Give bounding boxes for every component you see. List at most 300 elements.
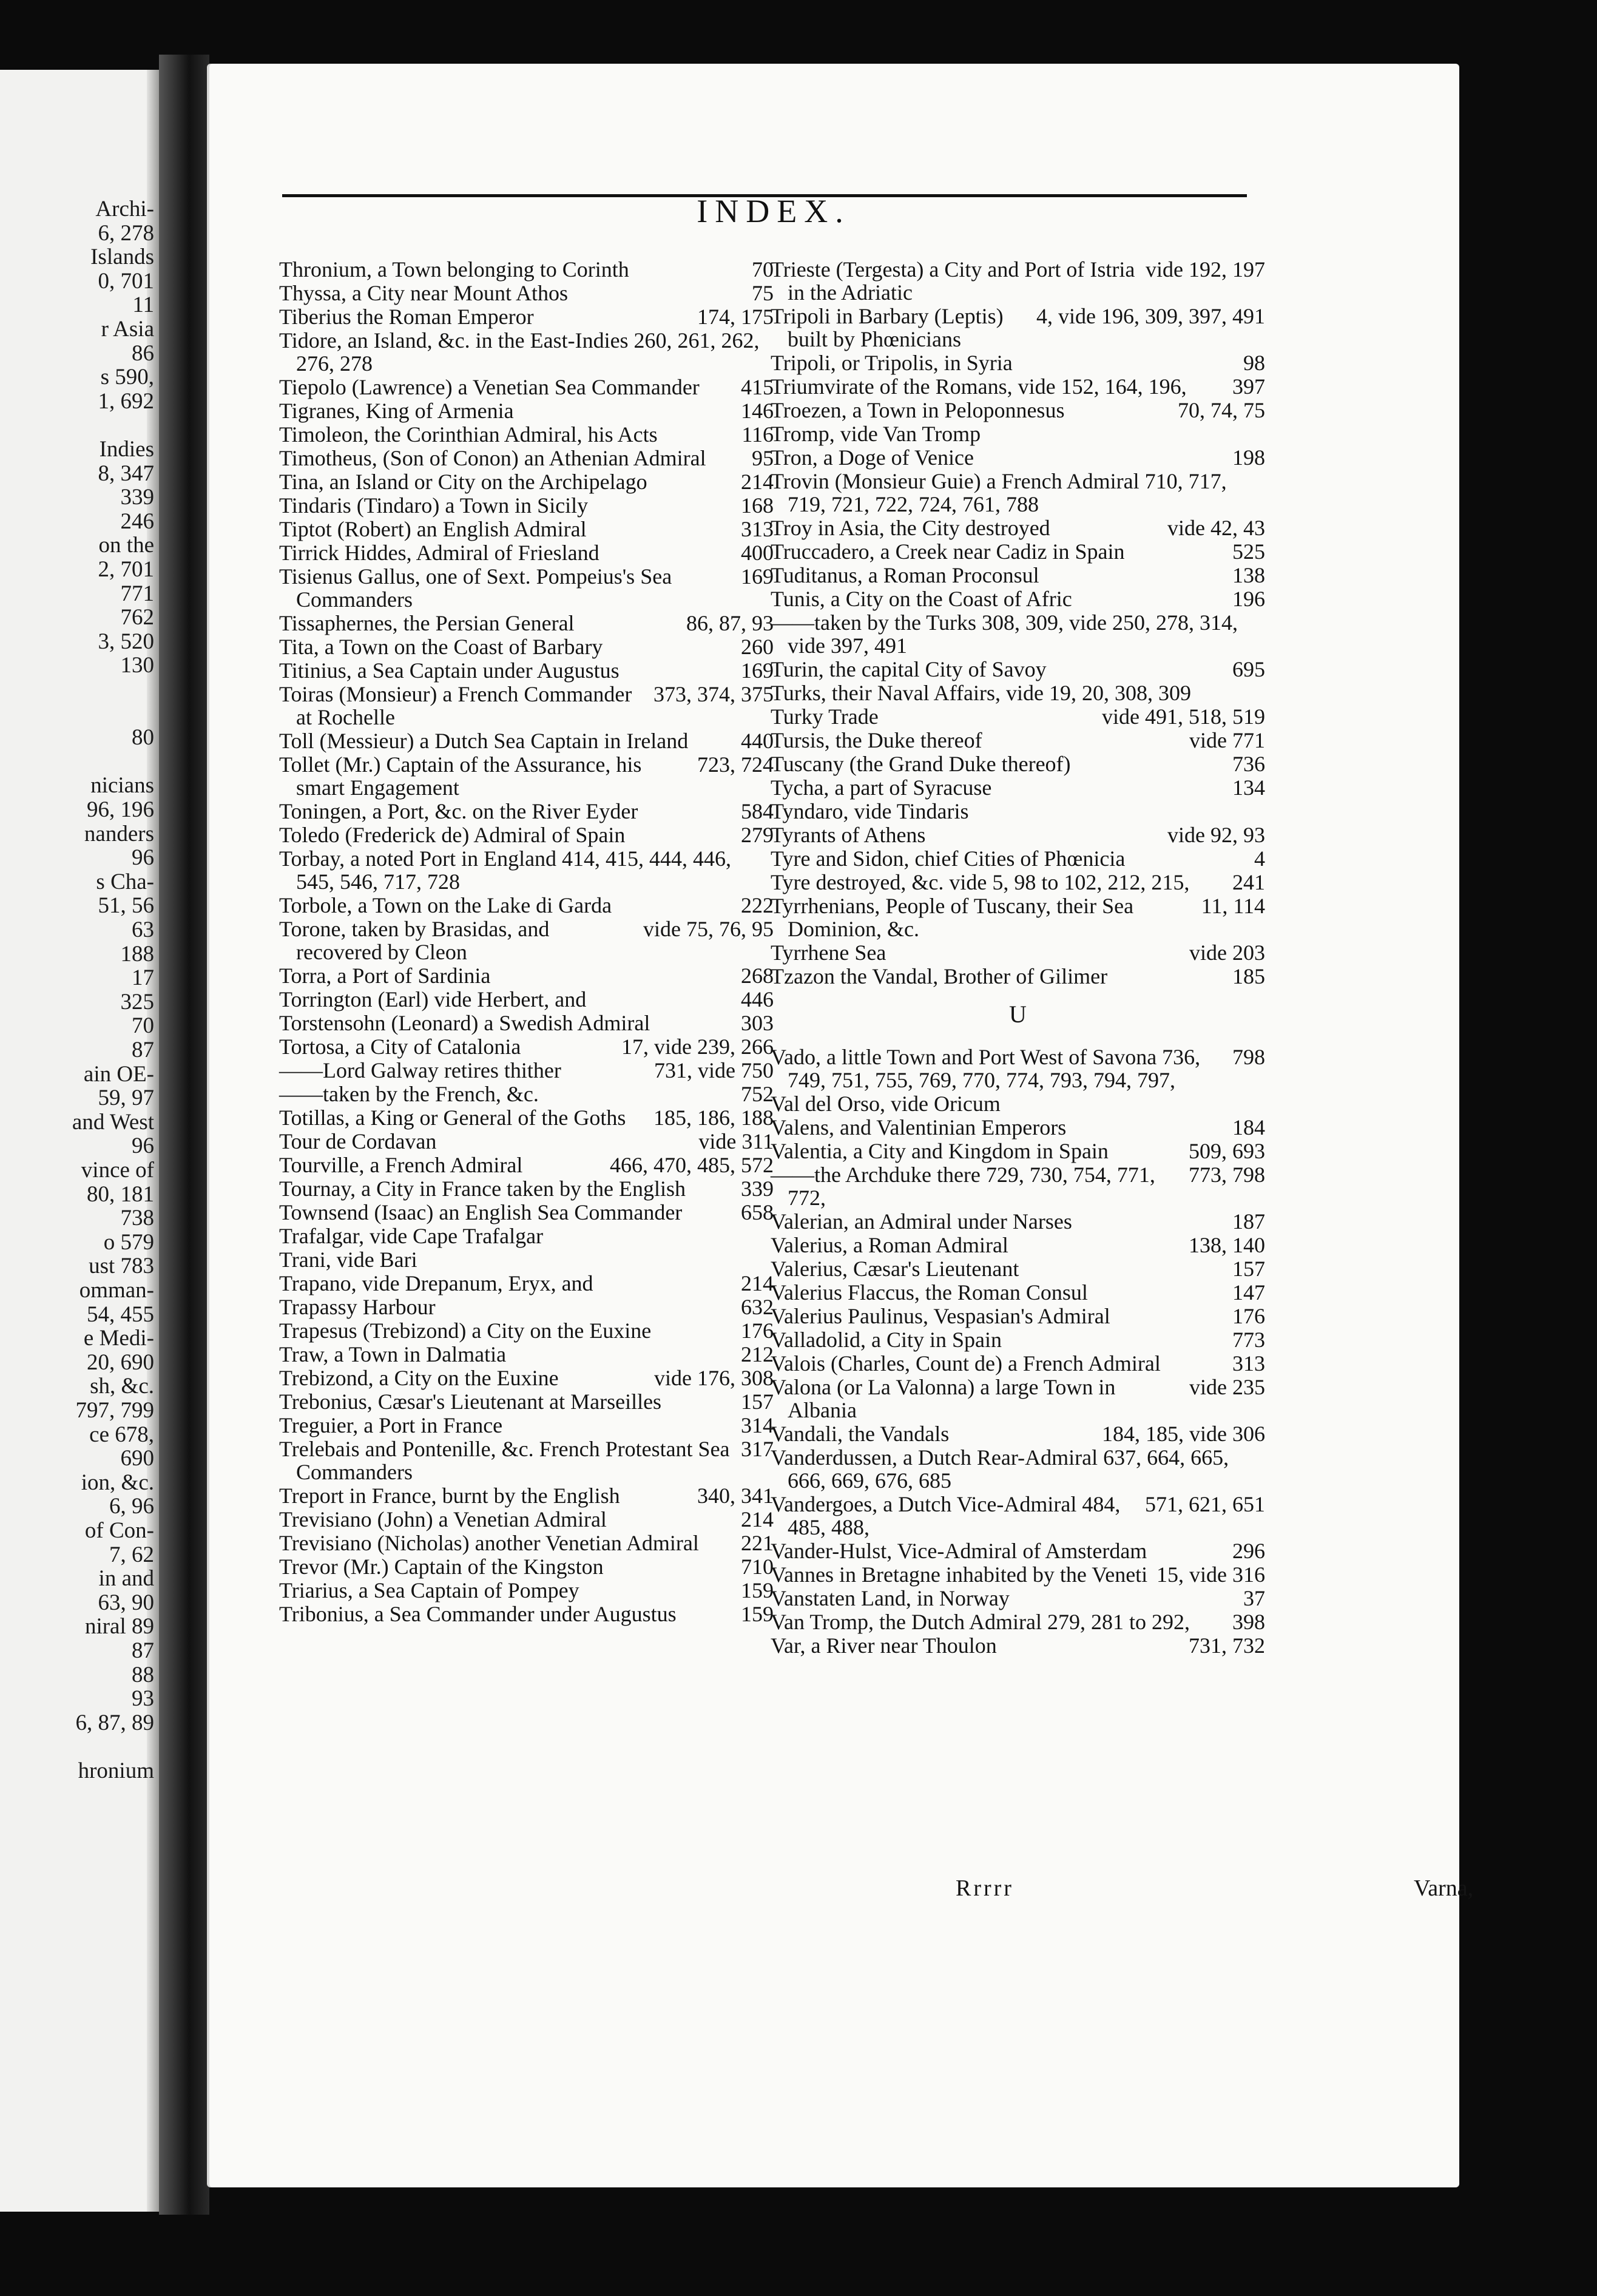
entry-text: Toningen, a Port, &c. on the River Eyder — [279, 799, 638, 823]
index-entry — [771, 1328, 1265, 1351]
left-page-line: 70 — [132, 1013, 154, 1039]
index-entry — [771, 965, 1265, 988]
left-page-line: 59, 97 — [98, 1086, 154, 1111]
index-entry — [279, 518, 774, 541]
index-entry — [279, 1579, 774, 1602]
section-letter: U — [1009, 1001, 1027, 1028]
page-reference: vide 176, 308 — [654, 1366, 774, 1390]
index-entry — [279, 635, 774, 658]
left-page-line: 17 — [132, 965, 154, 991]
left-page-line: 96 — [132, 1133, 154, 1159]
page-reference: 736 — [1232, 752, 1265, 776]
entry-text: Trani, vide Bari — [279, 1248, 417, 1272]
entry-text: Valens, and Valentinian Emperors — [771, 1115, 1067, 1140]
page-reference: 157 — [741, 1389, 774, 1414]
page-reference: vide 42, 43 — [1167, 516, 1265, 540]
left-page-line: 3, 520 — [98, 629, 154, 654]
index-entry — [771, 470, 1265, 516]
entry-text: Trebizond, a City on the Euxine — [279, 1366, 559, 1390]
entry-text: Toll (Messieur) a Dutch Sea Captain in Ireland — [279, 729, 689, 753]
index-entry — [279, 1153, 774, 1177]
page-reference: 260 — [741, 635, 774, 659]
page-reference: 241 — [1232, 870, 1265, 894]
page-reference: 4 — [1254, 846, 1265, 871]
index-entry — [279, 470, 774, 493]
entry-text: Tursis, the Duke thereof — [771, 728, 982, 752]
left-page-line: 6, 96 — [109, 1494, 154, 1519]
entry-text: Tour de Cordavan — [279, 1129, 437, 1153]
page-reference: 731, 732 — [1189, 1633, 1265, 1658]
index-entry — [771, 375, 1265, 398]
entry-text: Vandergoes, a Dutch Vice-Admiral 484, 485, 488, — [771, 1492, 1121, 1539]
left-page-line: s 590, — [100, 365, 154, 390]
page-reference: 184, 185, vide 306 — [1102, 1422, 1265, 1446]
index-entry — [279, 800, 774, 823]
page-reference: 95 — [752, 446, 774, 470]
entry-text: Tortosa, a City of Catalonia — [279, 1035, 521, 1059]
index-entry — [771, 681, 1265, 704]
entry-text: Vander-Hulst, Vice-Admiral of Amsterdam — [771, 1539, 1147, 1563]
page-reference: 303 — [741, 1011, 774, 1035]
page-reference: 138, 140 — [1189, 1233, 1265, 1257]
index-entry — [279, 1224, 774, 1248]
entry-text: Trevisiano (Nicholas) another Venetian Admiral — [279, 1531, 699, 1555]
entry-text: Tripoli, or Tripolis, in Syria — [771, 351, 1013, 375]
entry-text: Triarius, a Sea Captain of Pompey — [279, 1578, 579, 1602]
page-reference: 146 — [741, 399, 774, 423]
index-entry — [279, 729, 774, 752]
entry-text: Turin, the capital City of Savoy — [771, 657, 1047, 681]
entry-text: Tycha, a part of Syracuse — [771, 775, 992, 800]
page-reference: 185 — [1232, 964, 1265, 988]
entry-text: Torbay, a noted Port in England 414, 415, 444, 446, 545, 546, 717, 728 — [279, 846, 732, 894]
entry-text: Trevor (Mr.) Captain of the Kingston — [279, 1555, 604, 1579]
page-reference: vide 75, 76, 95 — [643, 917, 774, 941]
index-entry — [771, 1163, 1265, 1209]
page-reference: 11, 114 — [1201, 894, 1265, 918]
page-reference: 185, 186, 188 — [653, 1106, 774, 1130]
left-page-line: sh, &c. — [90, 1374, 154, 1399]
entry-text: Valerius, a Roman Admiral — [771, 1233, 1008, 1257]
entry-text: Thyssa, a City near Mount Athos — [279, 281, 568, 305]
page-reference: 658 — [741, 1200, 774, 1224]
index-entry — [771, 1563, 1265, 1586]
left-page-line: ce 678, — [89, 1422, 154, 1447]
index-entry — [279, 1082, 774, 1106]
entry-text: Tigranes, King of Armenia — [279, 399, 514, 423]
entry-text: Tourville, a French Admiral — [279, 1153, 523, 1177]
index-entry — [279, 376, 774, 399]
page-reference: 4, vide 196, 309, 397, 491 — [1036, 304, 1265, 328]
entry-text: Turks, their Naval Affairs, vide 19, 20, 308, 309 — [771, 681, 1191, 705]
index-entry — [771, 1140, 1265, 1163]
left-page-line: 80 — [132, 725, 154, 751]
page-reference: 196 — [1232, 587, 1265, 611]
entry-text: Tyrrhene Sea — [771, 940, 886, 965]
left-page-line: 325 — [120, 989, 154, 1015]
entry-text: Troy in Asia, the City destroyed — [771, 516, 1050, 540]
entry-text: Valerius, Cæsar's Lieutenant — [771, 1257, 1019, 1281]
index-entry — [279, 894, 774, 917]
page-reference: 313 — [1232, 1351, 1265, 1376]
index-entry — [771, 351, 1265, 374]
index-entry — [771, 1234, 1265, 1257]
index-entry — [771, 1116, 1265, 1139]
index-entry — [279, 329, 774, 375]
left-page-line: vince of — [81, 1158, 154, 1183]
entry-text: Trafalgar, vide Cape Trafalgar — [279, 1224, 544, 1248]
page-reference: vide 192, 197 — [1146, 257, 1265, 282]
page-reference: 710 — [741, 1555, 774, 1579]
page-reference: 169 — [741, 564, 774, 589]
entry-text: Torone, taken by Brasidas, and recovered by Cleon — [279, 917, 550, 964]
entry-text: Trebonius, Cæsar's Lieutenant at Marseilles — [279, 1389, 662, 1414]
page-reference: 632 — [741, 1295, 774, 1319]
left-page-line: of Con- — [84, 1518, 154, 1543]
page-reference: 313 — [741, 517, 774, 541]
index-entry — [771, 776, 1265, 799]
left-page-line: 80, 181 — [87, 1181, 154, 1207]
index-entry — [771, 1587, 1265, 1610]
page-reference: 314 — [741, 1413, 774, 1437]
page-reference: 279 — [741, 823, 774, 847]
index-entry — [771, 1634, 1265, 1657]
entry-text: Vandali, the Vandals — [771, 1422, 950, 1446]
page-reference: 15, vide 316 — [1156, 1562, 1265, 1587]
index-entry — [279, 1059, 774, 1082]
page-reference: 212 — [741, 1342, 774, 1366]
left-page-line: Indies — [99, 437, 154, 462]
page-reference: 415 — [741, 375, 774, 399]
page-reference: 198 — [1232, 445, 1265, 470]
entry-text: Vado, a little Town and Port West of Savona 736, 749, 751, 755, 769, 770, 774, 793, 794, 797, — [771, 1045, 1201, 1092]
page-reference: 184 — [1232, 1115, 1265, 1140]
entry-text: Tyre destroyed, &c. vide 5, 98 to 102, 212, 215, — [771, 870, 1190, 894]
page-reference: vide 235 — [1189, 1375, 1265, 1399]
entry-text: Toledo (Frederick de) Admiral of Spain — [279, 823, 626, 847]
left-page-line: 690 — [120, 1446, 154, 1471]
index-entry — [279, 494, 774, 517]
entry-text: Torbole, a Town on the Lake di Garda — [279, 893, 612, 917]
left-page-line: 2, 701 — [98, 557, 154, 582]
entry-text: Tyre and Sidon, chief Cities of Phœnicia — [771, 846, 1126, 871]
index-entry — [279, 988, 774, 1011]
left-page-line: ust 783 — [89, 1254, 154, 1279]
index-entry — [279, 1272, 774, 1295]
left-page-line: 246 — [120, 508, 154, 534]
index-entry — [771, 305, 1265, 351]
index-entry — [279, 1508, 774, 1531]
entry-text: Triumvirate of the Romans, vide 152, 164, 196, — [771, 374, 1187, 399]
index-entry — [279, 399, 774, 422]
entry-text: Valerius Flaccus, the Roman Consul — [771, 1280, 1088, 1305]
entry-text: Truccadero, a Creek near Cadiz in Spain — [771, 539, 1125, 564]
page-reference: 37 — [1243, 1586, 1265, 1610]
index-entry — [279, 1366, 774, 1389]
left-page-line: o 579 — [103, 1229, 154, 1255]
index-entry — [771, 1446, 1265, 1492]
index-entry — [771, 1210, 1265, 1233]
entry-text: Torrington (Earl) vide Herbert, and — [279, 987, 587, 1011]
entry-text: Timoleon, the Corinthian Admiral, his Acts — [279, 422, 658, 447]
page-reference: 373, 374, 375 — [653, 682, 774, 706]
entry-text: Tron, a Doge of Venice — [771, 445, 974, 470]
left-page-line: Archi- — [95, 197, 154, 221]
page-reference: 214 — [741, 1271, 774, 1295]
left-page-line: 54, 455 — [87, 1302, 154, 1327]
index-entry — [279, 1035, 774, 1058]
index-entry — [279, 964, 774, 987]
index-entry — [279, 683, 774, 729]
page-reference: 731, vide 750 — [654, 1058, 774, 1082]
index-entry — [771, 1610, 1265, 1633]
page-reference: 168 — [741, 493, 774, 518]
page-reference: 397 — [1232, 374, 1265, 399]
page-reference: 339 — [741, 1177, 774, 1201]
index-entry — [771, 446, 1265, 469]
index-entry — [279, 282, 774, 305]
index-entry — [771, 1376, 1265, 1422]
entry-text: Tyndaro, vide Tindaris — [771, 799, 969, 823]
index-entry — [771, 540, 1265, 563]
index-entry — [771, 800, 1265, 823]
page-reference: 116 — [741, 422, 774, 447]
index-entry — [771, 1092, 1265, 1115]
left-page-line: 51, 56 — [98, 893, 154, 919]
entry-text: Traw, a Town in Dalmatia — [279, 1342, 507, 1366]
entry-text: ——the Archduke there 729, 730, 754, 771, 772, — [771, 1163, 1155, 1210]
index-entry — [771, 847, 1265, 870]
left-page-line: 63 — [132, 917, 154, 942]
left-page-line: 7, 62 — [109, 1542, 154, 1567]
page-reference: vide 311 — [698, 1129, 774, 1153]
index-entry — [279, 1343, 774, 1366]
entry-text: Tyrrhenians, People of Tuscany, their Sea Dominion, &c. — [771, 894, 1134, 941]
entry-text: Toiras (Monsieur) a French Commander at Rochelle — [279, 682, 632, 729]
entry-text: Townsend (Isaac) an English Sea Commander — [279, 1200, 683, 1224]
index-entry — [771, 516, 1265, 539]
page-reference: 70, 74, 75 — [1178, 398, 1265, 422]
page-reference: 159 — [741, 1578, 774, 1602]
left-page-line: 6, 278 — [98, 220, 154, 246]
page-reference: 752 — [741, 1082, 774, 1106]
index-entry — [279, 423, 774, 446]
entry-text: Tzazon the Vandal, Brother of Gilimer — [771, 964, 1108, 988]
left-page-line: 130 — [120, 653, 154, 678]
entry-text: Trelebais and Pontenille, &c. French Protestant Sea Commanders — [279, 1437, 730, 1484]
entry-text: Valentia, a City and Kingdom in Spain — [771, 1139, 1109, 1163]
entry-text: Valladolid, a City in Spain — [771, 1328, 1002, 1352]
index-entry — [279, 1602, 774, 1626]
entry-text: Tuditanus, a Roman Proconsul — [771, 563, 1039, 587]
page-reference: 571, 621, 651 — [1145, 1492, 1265, 1516]
page-reference: 466, 470, 485, 572 — [610, 1153, 774, 1177]
index-entry — [279, 1177, 774, 1200]
left-page-line: on the — [98, 533, 154, 558]
page-reference: 773, 798 — [1189, 1163, 1265, 1187]
entry-text: Tiptot (Robert) an English Admiral — [279, 517, 587, 541]
page-reference: 159 — [741, 1602, 774, 1626]
left-page-line: 96, 196 — [87, 797, 154, 822]
entry-text: Valona (or La Valonna) a large Town in Albania — [771, 1375, 1116, 1422]
index-entry — [771, 258, 1265, 304]
entry-text: Tournay, a City in France taken by the English — [279, 1177, 686, 1201]
index-entry — [279, 1484, 774, 1507]
page-reference: 340, 341 — [697, 1484, 774, 1508]
page-reference: 174, 175 — [697, 305, 774, 329]
index-entry — [771, 1281, 1265, 1304]
index-entry — [771, 823, 1265, 846]
entry-text: Troezen, a Town in Peloponnesus — [771, 398, 1065, 422]
index-entry — [279, 917, 774, 964]
entry-text: Torstensohn (Leonard) a Swedish Admiral — [279, 1011, 650, 1035]
entry-text: Tita, a Town on the Coast of Barbary — [279, 635, 603, 659]
index-entry — [771, 564, 1265, 587]
entry-text: Trieste (Tergesta) a City and Port of Istria in the Adriatic — [771, 257, 1135, 305]
entry-text: Trovin (Monsieur Guie) a French Admiral 710, 717, 719, 721, 722, 724, 761, 788 — [771, 469, 1227, 516]
entry-text: Turky Trade — [771, 704, 879, 729]
page-reference: 798 — [1232, 1045, 1265, 1069]
left-page-line: r Asia — [101, 317, 154, 342]
entry-text: Tisienus Gallus, one of Sext. Pompeius's Sea Commanders — [279, 564, 672, 612]
page-reference: 398 — [1232, 1610, 1265, 1634]
entry-text: Tyrants of Athens — [771, 823, 926, 847]
left-page-line: ain OE- — [83, 1061, 154, 1087]
index-entry — [279, 1295, 774, 1319]
index-entry — [279, 447, 774, 470]
index-entry — [279, 1531, 774, 1555]
page-reference: 584 — [741, 799, 774, 823]
page-reference: 222 — [741, 893, 774, 917]
page-reference: 723, 724 — [697, 752, 774, 777]
index-entry — [771, 871, 1265, 894]
index-column-right — [771, 258, 1265, 1658]
index-entry — [279, 753, 774, 799]
index-entry — [279, 305, 774, 328]
index-entry — [771, 729, 1265, 752]
page-reference: 214 — [741, 1507, 774, 1531]
page-reference: 695 — [1232, 657, 1265, 681]
index-page — [209, 64, 1474, 2187]
page-reference: 268 — [741, 964, 774, 988]
page-reference: 86, 87, 93 — [686, 611, 774, 635]
index-entry — [279, 1555, 774, 1578]
page-reference: vide 203 — [1189, 940, 1265, 965]
entry-text: Tribonius, a Sea Commander under Augustus — [279, 1602, 677, 1626]
entry-text: Tollet (Mr.) Captain of the Assurance, his smart Engagement — [279, 752, 642, 800]
left-page-line: 797, 799 — [75, 1398, 154, 1423]
left-page-line: e Medi- — [83, 1326, 154, 1351]
index-entry — [771, 399, 1265, 422]
entry-text: Van Tromp, the Dutch Admiral 279, 281 to 292, — [771, 1610, 1190, 1634]
entry-text: Vanstaten Land, in Norway — [771, 1586, 1010, 1610]
index-entry — [279, 565, 774, 611]
left-page-line: nanders — [84, 821, 154, 846]
index-entry — [279, 541, 774, 564]
index-entry — [771, 611, 1265, 657]
entry-text: Tindaris (Tindaro) a Town in Sicily — [279, 493, 589, 518]
entry-text: Trevisiano (John) a Venetian Admiral — [279, 1507, 607, 1531]
entry-text: Valerian, an Admiral under Narses — [771, 1209, 1072, 1234]
page-reference: 176 — [1232, 1304, 1265, 1328]
entry-text: Vanderdussen, a Dutch Rear-Admiral 637, 664, 665, 666, 669, 676, 685 — [771, 1445, 1229, 1493]
left-page-line: 11 — [132, 292, 154, 318]
index-entry — [771, 1493, 1265, 1539]
page-reference: 98 — [1243, 351, 1265, 375]
index-entry — [771, 1045, 1265, 1092]
left-page-line: 20, 690 — [87, 1349, 154, 1375]
page-reference: 296 — [1232, 1539, 1265, 1563]
page-reference: 446 — [741, 987, 774, 1011]
left-page-line: omman- — [79, 1278, 154, 1303]
entry-text: Tina, an Island or City on the Archipelago — [279, 470, 647, 494]
left-page-line: niral 89 — [84, 1614, 154, 1639]
index-entry — [279, 258, 774, 281]
entry-text: ——taken by the Turks 308, 309, vide 250, 278, 314, vide 397, 491 — [771, 610, 1238, 658]
page-reference: 773 — [1232, 1328, 1265, 1352]
entry-text: Trapassy Harbour — [279, 1295, 436, 1319]
entry-text: Tiberius the Roman Emperor — [279, 305, 534, 329]
page-reference: 138 — [1232, 563, 1265, 587]
index-entry — [771, 705, 1265, 728]
entry-text: Totillas, a King or General of the Goths — [279, 1106, 626, 1130]
page-reference: 147 — [1232, 1280, 1265, 1305]
signature-mark: Rrrrr — [956, 1876, 1014, 1901]
page-reference: 214 — [741, 470, 774, 494]
index-entry — [279, 1106, 774, 1129]
left-page-line: 87 — [132, 1638, 154, 1663]
entry-text: Tirrick Hiddes, Admiral of Friesland — [279, 541, 599, 565]
entry-text: Timotheus, (Son of Conon) an Athenian Admiral — [279, 446, 706, 470]
index-entry — [279, 1319, 774, 1342]
left-page-line: 8, 347 — [98, 461, 154, 486]
entry-text: Thronium, a Town belonging to Corinth — [279, 257, 629, 282]
page-reference: 134 — [1232, 775, 1265, 800]
catchword: Varna, — [1414, 1876, 1474, 1901]
index-entry — [771, 1352, 1265, 1375]
left-page-line: 87 — [132, 1038, 154, 1062]
left-page-line: 188 — [120, 941, 154, 967]
page-reference: 440 — [741, 729, 774, 753]
book-binding — [159, 55, 209, 2215]
entry-text: Tuscany (the Grand Duke thereof) — [771, 752, 1071, 776]
index-entry — [279, 659, 774, 682]
left-page-line: and West — [72, 1109, 154, 1135]
entry-text: Treport in France, burnt by the English — [279, 1484, 620, 1508]
left-page-line: 6, 87, 89 — [75, 1710, 154, 1735]
page-reference: 400 — [741, 541, 774, 565]
left-page-line: 1, 692 — [98, 388, 154, 414]
left-page-line: 96 — [132, 845, 154, 871]
left-page-line: nicians — [90, 773, 154, 799]
entry-text: Tunis, a City on the Coast of Afric — [771, 587, 1072, 611]
entry-text: Tissaphernes, the Persian General — [279, 611, 575, 635]
left-page-line: ion, &c. — [81, 1470, 154, 1495]
index-entry — [279, 1390, 774, 1413]
header-rule — [282, 194, 1247, 197]
index-entry — [279, 1201, 774, 1224]
left-page-line: 86 — [132, 340, 154, 366]
page-reference: 75 — [752, 281, 774, 305]
page-reference: 221 — [741, 1531, 774, 1555]
index-entry — [279, 1130, 774, 1153]
entry-text: Valois (Charles, Count de) a French Admiral — [771, 1351, 1161, 1376]
page-reference: 70 — [752, 257, 774, 282]
page-reference: vide 491, 518, 519 — [1102, 704, 1265, 729]
entry-text: Val del Orso, vide Oricum — [771, 1092, 1001, 1116]
left-page-line: 738 — [120, 1206, 154, 1231]
index-entry — [279, 1248, 774, 1271]
